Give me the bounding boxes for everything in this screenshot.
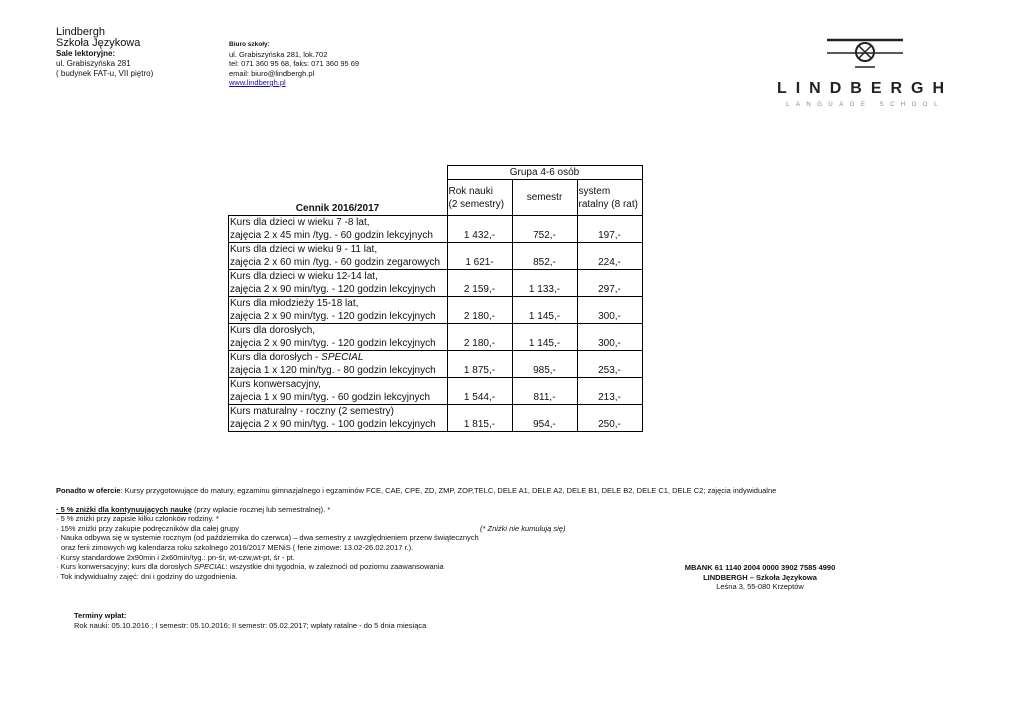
col-header-installments: system ratalny (8 rat) xyxy=(577,180,642,216)
course-schedule: zajecia 1 x 90 min/tyg. - 60 godzin lekcyjnych xyxy=(229,391,448,405)
price-year: 2 180,- xyxy=(447,297,512,324)
price-semester: 985,- xyxy=(512,351,577,378)
course-title: Kurs dla dzieci w wieku 9 - 11 lat, xyxy=(229,243,448,257)
bank-account: MBANK 61 1140 2004 0000 3902 7585 4990 xyxy=(684,563,836,572)
price-year: 1 432,- xyxy=(447,216,512,243)
logo-subtitle: LANGUAGE SCHOOL xyxy=(786,102,944,108)
office-email: email: biuro@lindbergh.pl xyxy=(229,68,315,78)
price-semester: 752,- xyxy=(512,216,577,243)
office-label: Biuro szkoły: xyxy=(229,41,270,48)
note-conversation: · Kurs konwersacyjny; kurs dla dorosłych SPECIAL: wszystkie dni tygodnia, w zaleznoći od poziomu zaawansowania xyxy=(56,562,444,572)
bank-info xyxy=(610,563,910,592)
price-installment: 250,- xyxy=(577,405,642,432)
course-title: Kurs dla młodzieży 15-18 lat, xyxy=(229,297,448,311)
price-year: 1 621- xyxy=(447,243,512,270)
price-year: 2 180,- xyxy=(447,324,512,351)
course-schedule: zajęcia 2 x 90 min/tyg. - 120 godzin lekcyjnych xyxy=(229,337,448,351)
price-semester: 1 145,- xyxy=(512,297,577,324)
course-title: Kurs konwersacyjny, xyxy=(229,378,448,392)
price-year: 1 815,- xyxy=(447,405,512,432)
price-installment: 300,- xyxy=(577,297,642,324)
rooms-label: Sale lektoryjne: xyxy=(56,49,116,58)
discount-family: · 5 % zniżki przy zapisie kilku członków rodziny. * xyxy=(56,514,219,524)
table-row xyxy=(229,270,643,284)
table-row xyxy=(229,405,643,419)
table-row xyxy=(229,378,643,392)
table-row xyxy=(229,243,643,257)
course-schedule: zajęcia 2 x 90 min/tyg. - 120 godzin lekcyjnych xyxy=(229,310,448,324)
office-address: ul. Grabiszyńska 281, lok.702 xyxy=(229,49,328,59)
col-header-year: Rok nauki (2 semestry) xyxy=(447,180,512,216)
note-standard-courses: · Kursy standardowe 2x90min i 2x60min/tyg.: pn-śr, wt-czw,wt-pt, śr - pt. xyxy=(56,552,295,562)
rooms-address: ul. Grabiszyńska 281 xyxy=(56,59,131,68)
price-semester: 811,- xyxy=(512,378,577,405)
terms-text: Rok nauki: 05.10.2016 ; I semestr: 05.10.2016; II semestr: 05.02.2017; wpłaty ratalne - do 5 dnia miesiąca xyxy=(74,620,427,630)
price-installment: 297,- xyxy=(577,270,642,297)
course-schedule: zajęcia 2 x 60 min /tyg. - 60 godzin zegarowych xyxy=(229,256,448,270)
price-installment: 224,- xyxy=(577,243,642,270)
table-row xyxy=(229,297,643,311)
course-schedule: zajęcia 2 x 90 min/tyg. - 120 godzin lekcyjnych xyxy=(229,283,448,297)
course-title: Kurs dla dorosłych - SPECIAL xyxy=(229,351,448,365)
logo-name: LINDBERGH xyxy=(776,80,954,97)
price-list-title: Cennik 2016/2017 xyxy=(295,203,380,214)
school-name-line2: Szkoła Językowa xyxy=(56,37,141,49)
group-header: Grupa 4-6 osób xyxy=(447,166,642,180)
col-header-semester: semestr xyxy=(512,180,577,216)
price-rows xyxy=(229,216,643,432)
payment-terms xyxy=(74,611,426,630)
discount-continuing: · 5 % zniżki dla kontynuujących naukę (przy wpłacie rocznej lub semestralnej). * xyxy=(56,504,331,514)
note-individual: · Tok indywidualny zajęć: dni i godziny do uzgodnienia. xyxy=(56,571,238,581)
terms-label: Terminy wpłat: xyxy=(74,611,127,620)
price-semester: 852,- xyxy=(512,243,577,270)
office-website-link[interactable]: www.lindbergh.pl xyxy=(229,78,286,87)
offer-line: Ponadto w ofercie: Kursy przygotowujące do matury, egzaminu gimnazjalnego i egzaminów FCE, CAE, CPE, ZD, ZMP, ZOP,TELC, DELE A1, DELE A2, DELE B1, DELE B2, DELE C1, DELE C2; zajęcia indywidualne xyxy=(56,486,777,495)
price-semester: 1 133,- xyxy=(512,270,577,297)
bank-name: LINDBERGH – Szkoła Językowa xyxy=(703,572,817,582)
price-installment: 300,- xyxy=(577,324,642,351)
note-year-system: · Nauka odbywa się w systemie rocznym (od października do czerwca) – dwa semestry z uwzględnieniem przerw świątecznych xyxy=(56,533,479,543)
office-info xyxy=(229,40,359,88)
bank-address: Leśna 3, 55-080 Krzeptów xyxy=(716,582,804,592)
price-installment: 253,- xyxy=(577,351,642,378)
airplane-logo-icon xyxy=(775,36,955,76)
lindbergh-logo xyxy=(775,36,955,116)
price-installment: 197,- xyxy=(577,216,642,243)
price-year: 2 159,- xyxy=(447,270,512,297)
course-schedule: zajęcia 2 x 45 min /tyg. - 60 godzin lekcyjnych xyxy=(229,229,448,243)
table-row xyxy=(229,351,643,365)
course-schedule: zajęcia 1 x 120 min/tyg. - 80 godzin lekcyjnych xyxy=(229,364,448,378)
price-semester: 1 145,- xyxy=(512,324,577,351)
price-installment: 213,- xyxy=(577,378,642,405)
price-year: 1 544,- xyxy=(447,378,512,405)
price-year: 1 875,- xyxy=(447,351,512,378)
school-name-line1: Lindbergh xyxy=(56,26,105,38)
table-row xyxy=(229,216,643,230)
price-semester: 954,- xyxy=(512,405,577,432)
office-phone: tel: 071 360 95 68, faks: 071 360 95 69 xyxy=(229,59,360,68)
school-info xyxy=(56,27,153,79)
note-holidays: oraz ferii zimowych wg kalendarza roku szkolnego 2016/2017 MENiS ( ferie zimowe: 13.02-26.02.2017 r.). xyxy=(61,542,414,552)
table-row xyxy=(229,324,643,338)
course-title: Kurs dla dorosłych, xyxy=(229,324,448,338)
discount-books: · 15% zniżki przy zakupie podręczników dla całej grupy (* Zniżki nie kumulują się) xyxy=(56,523,566,533)
course-title: Kurs maturalny - roczny (2 semestry) xyxy=(229,405,448,419)
price-table xyxy=(228,165,643,432)
course-schedule: zajęcia 2 x 90 min/tyg. - 100 godzin lekcyjnych xyxy=(229,418,448,432)
course-title: Kurs dla dzieci w wieku 12-14 lat, xyxy=(229,270,448,284)
course-title: Kurs dla dzieci w wieku 7 -8 lat, xyxy=(229,216,448,230)
rooms-building: ( budynek FAT-u, VII piętro) xyxy=(56,69,154,78)
